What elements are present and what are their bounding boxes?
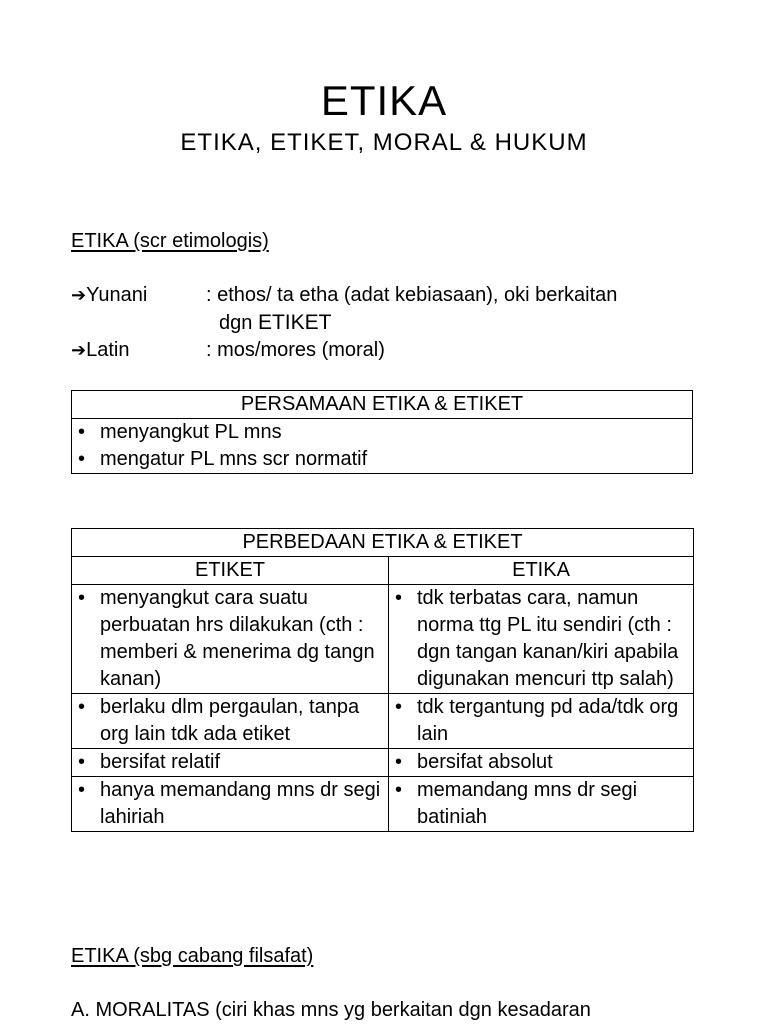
bullet-icon: • [78, 751, 86, 773]
similarity-items-cell [72, 419, 693, 474]
bullet-icon: • [78, 448, 86, 470]
table-row [72, 694, 694, 749]
column-header-etiket: ETIKET [72, 557, 389, 585]
etiket-cell: • bersifat relatif [72, 749, 389, 777]
etymology-lang: ➔Latin [71, 339, 130, 361]
arrow-right-icon: ➔ [71, 340, 87, 360]
list-item: • menyangkut PL mns [78, 419, 686, 446]
etiket-cell: • menyangkut cara suatu perbuatan hrs dilakukan (cth : memberi & menerima dg tangn kanan) [72, 585, 389, 694]
table-row [72, 777, 694, 832]
table-row [72, 585, 694, 694]
bullet-icon: • [78, 587, 86, 609]
section-heading-filsafat: ETIKA (sbg cabang filsafat) [71, 945, 314, 967]
bullet-icon: • [78, 779, 86, 801]
page-subtitle: ETIKA, ETIKET, MORAL & HUKUM [180, 129, 588, 156]
section-heading-etimologis: ETIKA (scr etimologis) [71, 230, 269, 252]
etiket-cell: • berlaku dlm pergaulan, tanpa org lain tdk ada etiket [72, 694, 389, 749]
bullet-icon: • [78, 696, 86, 718]
etymology-lang: ➔Yunani [71, 284, 148, 306]
bullet-icon: • [395, 587, 403, 609]
list-item: • mengatur PL mns scr normatif [78, 446, 686, 473]
bullet-icon: • [78, 421, 86, 443]
paragraph-moralitas [71, 997, 693, 1024]
paragraph-text: (ciri khas mns yg berkaitan dgn kesadaran [209, 999, 591, 1021]
bullet-icon: • [395, 751, 403, 773]
etika-cell: • memandang mns dr segi batiniah [389, 777, 694, 832]
bullet-icon: • [395, 696, 403, 718]
similarity-table-header: PERSAMAAN ETIKA & ETIKET [72, 391, 693, 419]
bullet-icon: • [395, 779, 403, 801]
etymology-definition: : mos/mores (moral) [206, 339, 385, 361]
difference-table [71, 528, 694, 832]
etika-cell: • tdk tergantung pd ada/tdk org lain [389, 694, 694, 749]
etika-cell: • tdk terbatas cara, namun norma ttg PL itu sendiri (cth : dgn tangan kanan/kiri apabila digunakan mencuri ttp salah) [389, 585, 694, 694]
column-header-etika: ETIKA [389, 557, 694, 585]
etiket-cell: • hanya memandang mns dr segi lahiriah [72, 777, 389, 832]
similarity-table [71, 390, 693, 474]
etymology-row-latin [71, 337, 711, 365]
difference-table-header: PERBEDAAN ETIKA & ETIKET [72, 529, 694, 557]
etika-cell: • bersifat absolut [389, 749, 694, 777]
paragraph-label: A. MORALITAS [71, 999, 210, 1021]
page-title: ETIKA [320, 77, 448, 124]
table-row [72, 749, 694, 777]
etymology-definition: : ethos/ ta etha (adat kebiasaan), oki berkaitan dgn ETIKET [206, 284, 618, 334]
etymology-row-yunani [71, 282, 711, 338]
arrow-right-icon: ➔ [71, 285, 87, 305]
